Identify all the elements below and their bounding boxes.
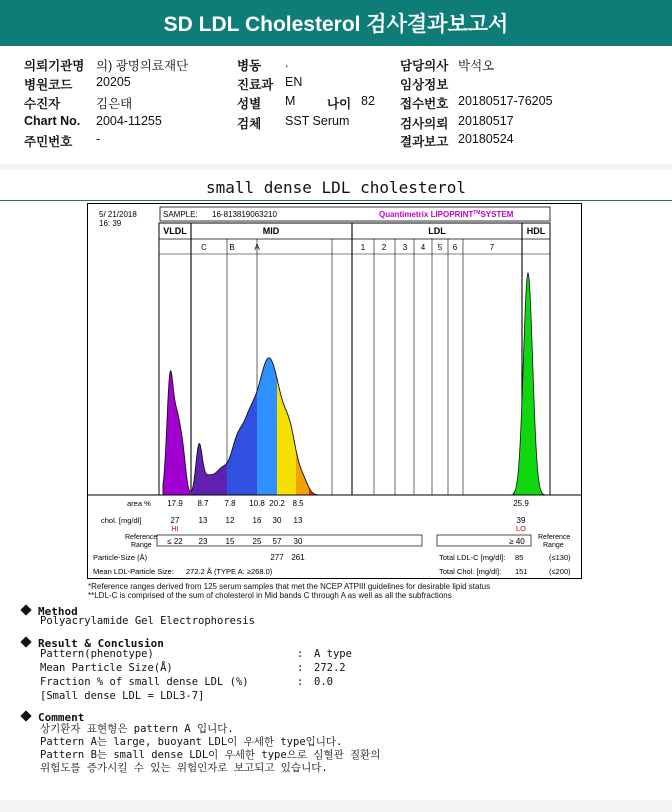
resident-id-value: - [96, 132, 101, 146]
chol-value: 27 [170, 516, 180, 525]
request-date-label: 검사의뢰 [400, 117, 449, 131]
result-row-pattern: Pattern(phenotype) : A type [40, 648, 352, 660]
sex-value: M [285, 94, 296, 108]
receipt-label: 접수번호 [400, 97, 449, 111]
ref-right-label: Range [543, 542, 564, 549]
doctor-label: 담당의사 [400, 59, 449, 73]
band-label: 5 [437, 243, 443, 252]
area-value: 8.5 [292, 499, 304, 508]
report-body [0, 170, 672, 800]
total-chol-label: Total Chol. [mg/dl]: [439, 567, 502, 576]
patient-value: 김은태 [96, 97, 133, 111]
specimen-value: SST Serum [285, 114, 350, 128]
brand-name: Quantimetrix LIPOPRINT [379, 210, 474, 219]
chol-value: 30 [272, 516, 282, 525]
result-date-value: 20180524 [458, 132, 514, 146]
ref-row-label: Reference [125, 534, 158, 541]
chart-frame [88, 204, 582, 579]
resident-id-label: 주민번호 [24, 135, 73, 149]
patient-label: 수진자 [24, 97, 61, 111]
ref-value: ≥ 40 [509, 537, 525, 546]
ref-value: 57 [272, 537, 282, 546]
area-row-label: area % [127, 499, 151, 508]
comment-heading: Comment [22, 706, 84, 725]
band-label: 7 [489, 243, 495, 252]
particle-size-value: 261 [291, 553, 305, 562]
request-date-value: 20180517 [458, 114, 514, 128]
comment-line: 상기환자 표현형은 pattern A 입니다. [40, 723, 234, 735]
institution-value: 의) 광명의료재단 [96, 59, 189, 73]
particle-size-label: Particle-Size (Å) [93, 553, 148, 562]
section-title: small dense LDL cholesterol [205, 178, 467, 197]
area-value: 25.9 [513, 499, 529, 508]
specimen-label: 검체 [237, 117, 262, 131]
hospital-code-label: 병원코드 [24, 78, 73, 92]
method-heading: Method [22, 600, 78, 619]
ward-label: 병동 [237, 59, 262, 73]
patient-header [0, 46, 672, 164]
method-text: Polyacrylamide Gel Electrophoresis [40, 615, 255, 627]
chol-value: 12 [225, 516, 235, 525]
chart-date: 5/ 21/2018 [99, 210, 137, 219]
report-title: SD LDL Cholesterol 검사결과보고서 [0, 0, 672, 46]
total-ldl-ref: (≤130) [549, 553, 571, 562]
sample-id: 16-813819063210 [212, 210, 277, 219]
section-divider [0, 200, 672, 201]
clinical-info-label: 임상정보 [400, 78, 449, 92]
footnote-ldl: **LDL-C is comprised of the sum of cholesterol in Mid bands C through A as well as all the subfractions [88, 591, 452, 600]
comment-line: Pattern A는 large, buoyant LDL이 우세한 type입니다. [40, 736, 343, 748]
band-label: 6 [452, 243, 458, 252]
band-label: 4 [420, 243, 426, 252]
age-label: 나이 [327, 97, 352, 111]
particle-size-value: 277 [270, 553, 284, 562]
mean-size-label: Mean LDL-Particle Size: [93, 567, 174, 576]
footnotes [88, 582, 588, 600]
result-note: [Small dense LDL = LDL3-7] [40, 690, 205, 702]
doctor-value: 박석오 [458, 59, 495, 73]
diamond-icon [20, 710, 31, 721]
area-value: 7.8 [224, 499, 236, 508]
area-value: 20.2 [269, 499, 285, 508]
age-value: 82 [361, 94, 375, 108]
diamond-icon [20, 636, 31, 647]
ref-value: 30 [293, 537, 303, 546]
ref-value: ≤ 22 [167, 537, 183, 546]
brand-system: SYSTEM [480, 210, 514, 219]
result-row-size: Mean Particle Size(Å) : 272.2 [40, 662, 346, 674]
chol-row-label: chol. [mg/dl] [101, 516, 142, 525]
chart-time: 16: 39 [99, 219, 122, 228]
band-label: A [254, 243, 260, 252]
result-heading: Result & Conclusion [22, 632, 164, 651]
dept-label: 진료과 [237, 78, 274, 92]
band-label: 1 [360, 243, 366, 252]
comment-line: Pattern B는 small dense LDL이 우세한 type으로 심혈관 질환의 [40, 749, 381, 761]
ref-value: 25 [252, 537, 262, 546]
total-chol-value: 151 [515, 567, 528, 576]
chart-no-label: Chart No. [24, 114, 81, 128]
group-label: MID [262, 226, 280, 236]
diamond-icon [20, 604, 31, 615]
band-label: 2 [381, 243, 387, 252]
chart-no-value: 2004-11255 [96, 114, 162, 128]
band-label: B [229, 243, 235, 252]
hospital-code-value: 20205 [96, 75, 131, 89]
footnote-ref: *Reference ranges derived from 125 serum samples that met the NCEP ATPIII guidelines for desirable lipid status [88, 582, 491, 591]
group-label: LDL [428, 226, 446, 236]
total-chol-ref: (≤200) [549, 567, 571, 576]
ward-value: . [285, 56, 289, 70]
total-ldl-value: 85 [515, 553, 524, 562]
mean-size-value: 272.2 Å (TYPE A: ≥268.0) [186, 567, 273, 576]
chol-value: 13 [198, 516, 208, 525]
comment-line: 위험도를 증가시킬 수 있는 위험인자로 보고되고 있습니다. [40, 762, 328, 774]
flag-hi: HI [171, 524, 179, 533]
result-row-fraction: Fraction % of small dense LDL (%) : 0.0 [40, 676, 333, 688]
brand-logo [379, 210, 514, 219]
brand-tm: TM [473, 210, 481, 216]
receipt-value: 20180517-76205 [458, 94, 553, 108]
group-label: HDL [526, 226, 546, 236]
total-ldl-label: Total LDL-C [mg/dl]: [439, 553, 506, 562]
ref-row-label: Range [131, 542, 152, 549]
lipoprint-chart [87, 203, 587, 581]
group-label: VLDL [163, 226, 187, 236]
band-label: C [201, 243, 207, 252]
result-date-label: 결과보고 [400, 135, 449, 149]
institution-label: 의뢰기관명 [24, 59, 85, 73]
ref-value: 15 [225, 537, 235, 546]
sample-label: SAMPLE: [163, 210, 198, 219]
chol-value: 39 [516, 516, 526, 525]
ref-right-label: Reference [538, 534, 571, 541]
band-label: 3 [402, 243, 408, 252]
ref-value: 23 [198, 537, 208, 546]
sex-label: 성별 [237, 97, 262, 111]
chol-value: 13 [293, 516, 303, 525]
flag-lo: LO [515, 524, 527, 533]
area-value: 17.9 [167, 499, 183, 508]
area-value: 10.8 [249, 499, 265, 508]
area-value: 8.7 [197, 499, 209, 508]
chol-value: 16 [252, 516, 262, 525]
dept-value: EN [285, 75, 303, 89]
